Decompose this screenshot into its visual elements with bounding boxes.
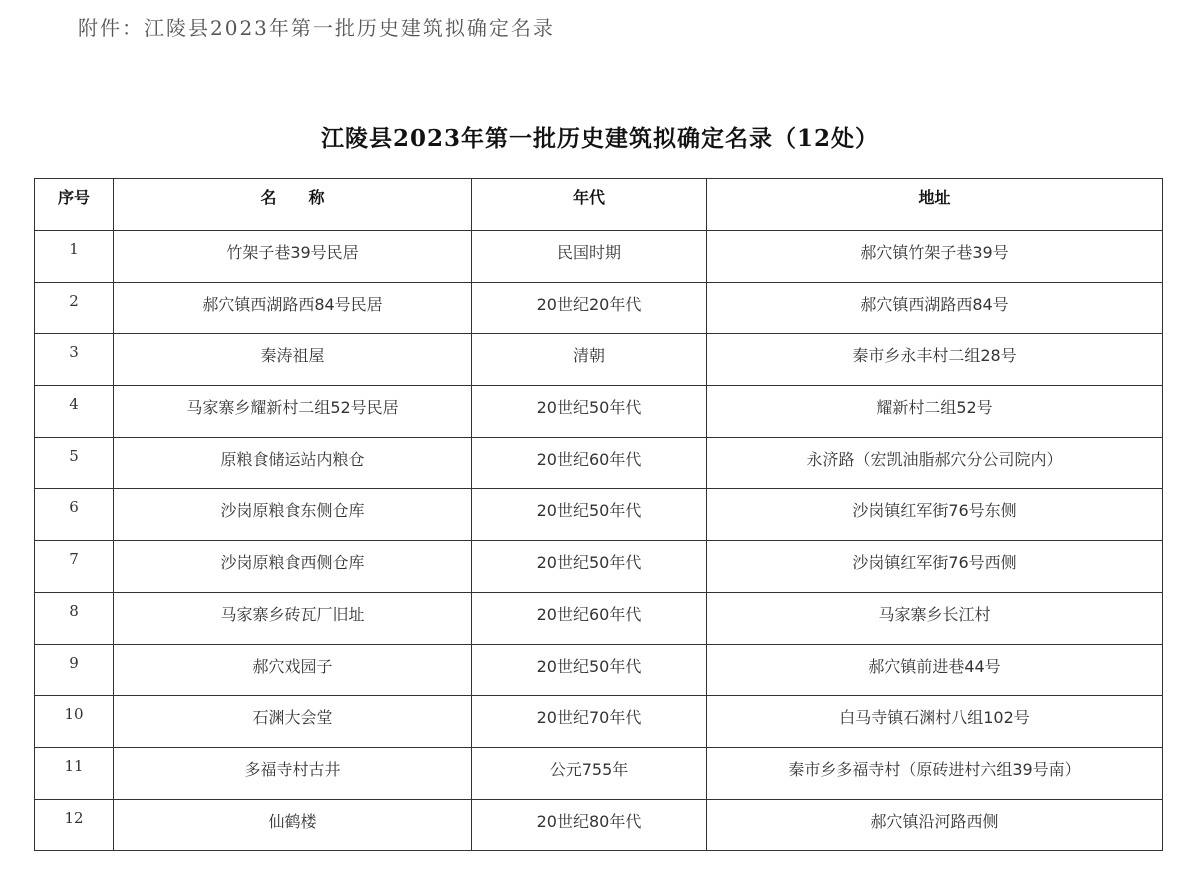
cell-era: 民国时期	[472, 231, 707, 283]
cell-name: 石渊大会堂	[114, 696, 472, 748]
table-row	[35, 231, 1163, 283]
historic-buildings-table	[34, 178, 1163, 851]
cell-address: 郝穴镇前进巷44号	[707, 644, 1163, 696]
cell-no: 4	[35, 386, 114, 438]
cell-no: 12	[35, 799, 114, 851]
cell-name: 马家寨乡砖瓦厂旧址	[114, 592, 472, 644]
table-row	[35, 747, 1163, 799]
cell-name: 仙鹤楼	[114, 799, 472, 851]
table-body	[35, 231, 1163, 851]
cell-era: 20世纪50年代	[472, 386, 707, 438]
table-row	[35, 282, 1163, 334]
cell-address: 郝穴镇竹架子巷39号	[707, 231, 1163, 283]
table-row	[35, 592, 1163, 644]
table-row	[35, 437, 1163, 489]
cell-era: 20世纪20年代	[472, 282, 707, 334]
cell-no: 2	[35, 282, 114, 334]
cell-era: 公元755年	[472, 747, 707, 799]
cell-era: 20世纪80年代	[472, 799, 707, 851]
table-header-row	[35, 179, 1163, 231]
cell-era: 20世纪60年代	[472, 592, 707, 644]
cell-no: 8	[35, 592, 114, 644]
cell-address: 秦市乡多福寺村（原砖进村六组39号南）	[707, 747, 1163, 799]
cell-name: 多福寺村古井	[114, 747, 472, 799]
cell-address: 耀新村二组52号	[707, 386, 1163, 438]
cell-no: 6	[35, 489, 114, 541]
header-era: 年代	[472, 179, 707, 231]
cell-address: 郝穴镇沿河路西侧	[707, 799, 1163, 851]
cell-address: 白马寺镇石渊村八组102号	[707, 696, 1163, 748]
cell-address: 秦市乡永丰村二组28号	[707, 334, 1163, 386]
cell-no: 1	[35, 231, 114, 283]
cell-address: 沙岗镇红军街76号西侧	[707, 541, 1163, 593]
table-row	[35, 696, 1163, 748]
cell-name: 郝穴戏园子	[114, 644, 472, 696]
cell-no: 5	[35, 437, 114, 489]
table-row	[35, 334, 1163, 386]
cell-name: 郝穴镇西湖路西84号民居	[114, 282, 472, 334]
cell-name: 原粮食储运站内粮仓	[114, 437, 472, 489]
cell-name: 马家寨乡耀新村二组52号民居	[114, 386, 472, 438]
cell-name: 竹架子巷39号民居	[114, 231, 472, 283]
table-row	[35, 799, 1163, 851]
cell-era: 20世纪50年代	[472, 644, 707, 696]
table-row	[35, 386, 1163, 438]
cell-address: 沙岗镇红军街76号东侧	[707, 489, 1163, 541]
table-row	[35, 541, 1163, 593]
cell-no: 3	[35, 334, 114, 386]
table-row	[35, 644, 1163, 696]
cell-no: 11	[35, 747, 114, 799]
header-address: 地址	[707, 179, 1163, 231]
cell-era: 清朝	[472, 334, 707, 386]
cell-no: 10	[35, 696, 114, 748]
header-name: 名 称	[114, 179, 472, 231]
cell-no: 9	[35, 644, 114, 696]
cell-no: 7	[35, 541, 114, 593]
cell-name: 沙岗原粮食西侧仓库	[114, 541, 472, 593]
cell-address: 马家寨乡长江村	[707, 592, 1163, 644]
cell-era: 20世纪70年代	[472, 696, 707, 748]
document-title: 江陵县2023年第一批历史建筑拟确定名录（12处）	[320, 125, 880, 152]
attachment-note: 附件：江陵县2023年第一批历史建筑拟确定名录	[78, 16, 555, 40]
cell-era: 20世纪60年代	[472, 437, 707, 489]
cell-era: 20世纪50年代	[472, 489, 707, 541]
header-no: 序号	[35, 179, 114, 231]
cell-name: 沙岗原粮食东侧仓库	[114, 489, 472, 541]
table-row	[35, 489, 1163, 541]
cell-address: 郝穴镇西湖路西84号	[707, 282, 1163, 334]
cell-name: 秦涛祖屋	[114, 334, 472, 386]
cell-address: 永济路（宏凯油脂郝穴分公司院内）	[707, 437, 1163, 489]
cell-era: 20世纪50年代	[472, 541, 707, 593]
